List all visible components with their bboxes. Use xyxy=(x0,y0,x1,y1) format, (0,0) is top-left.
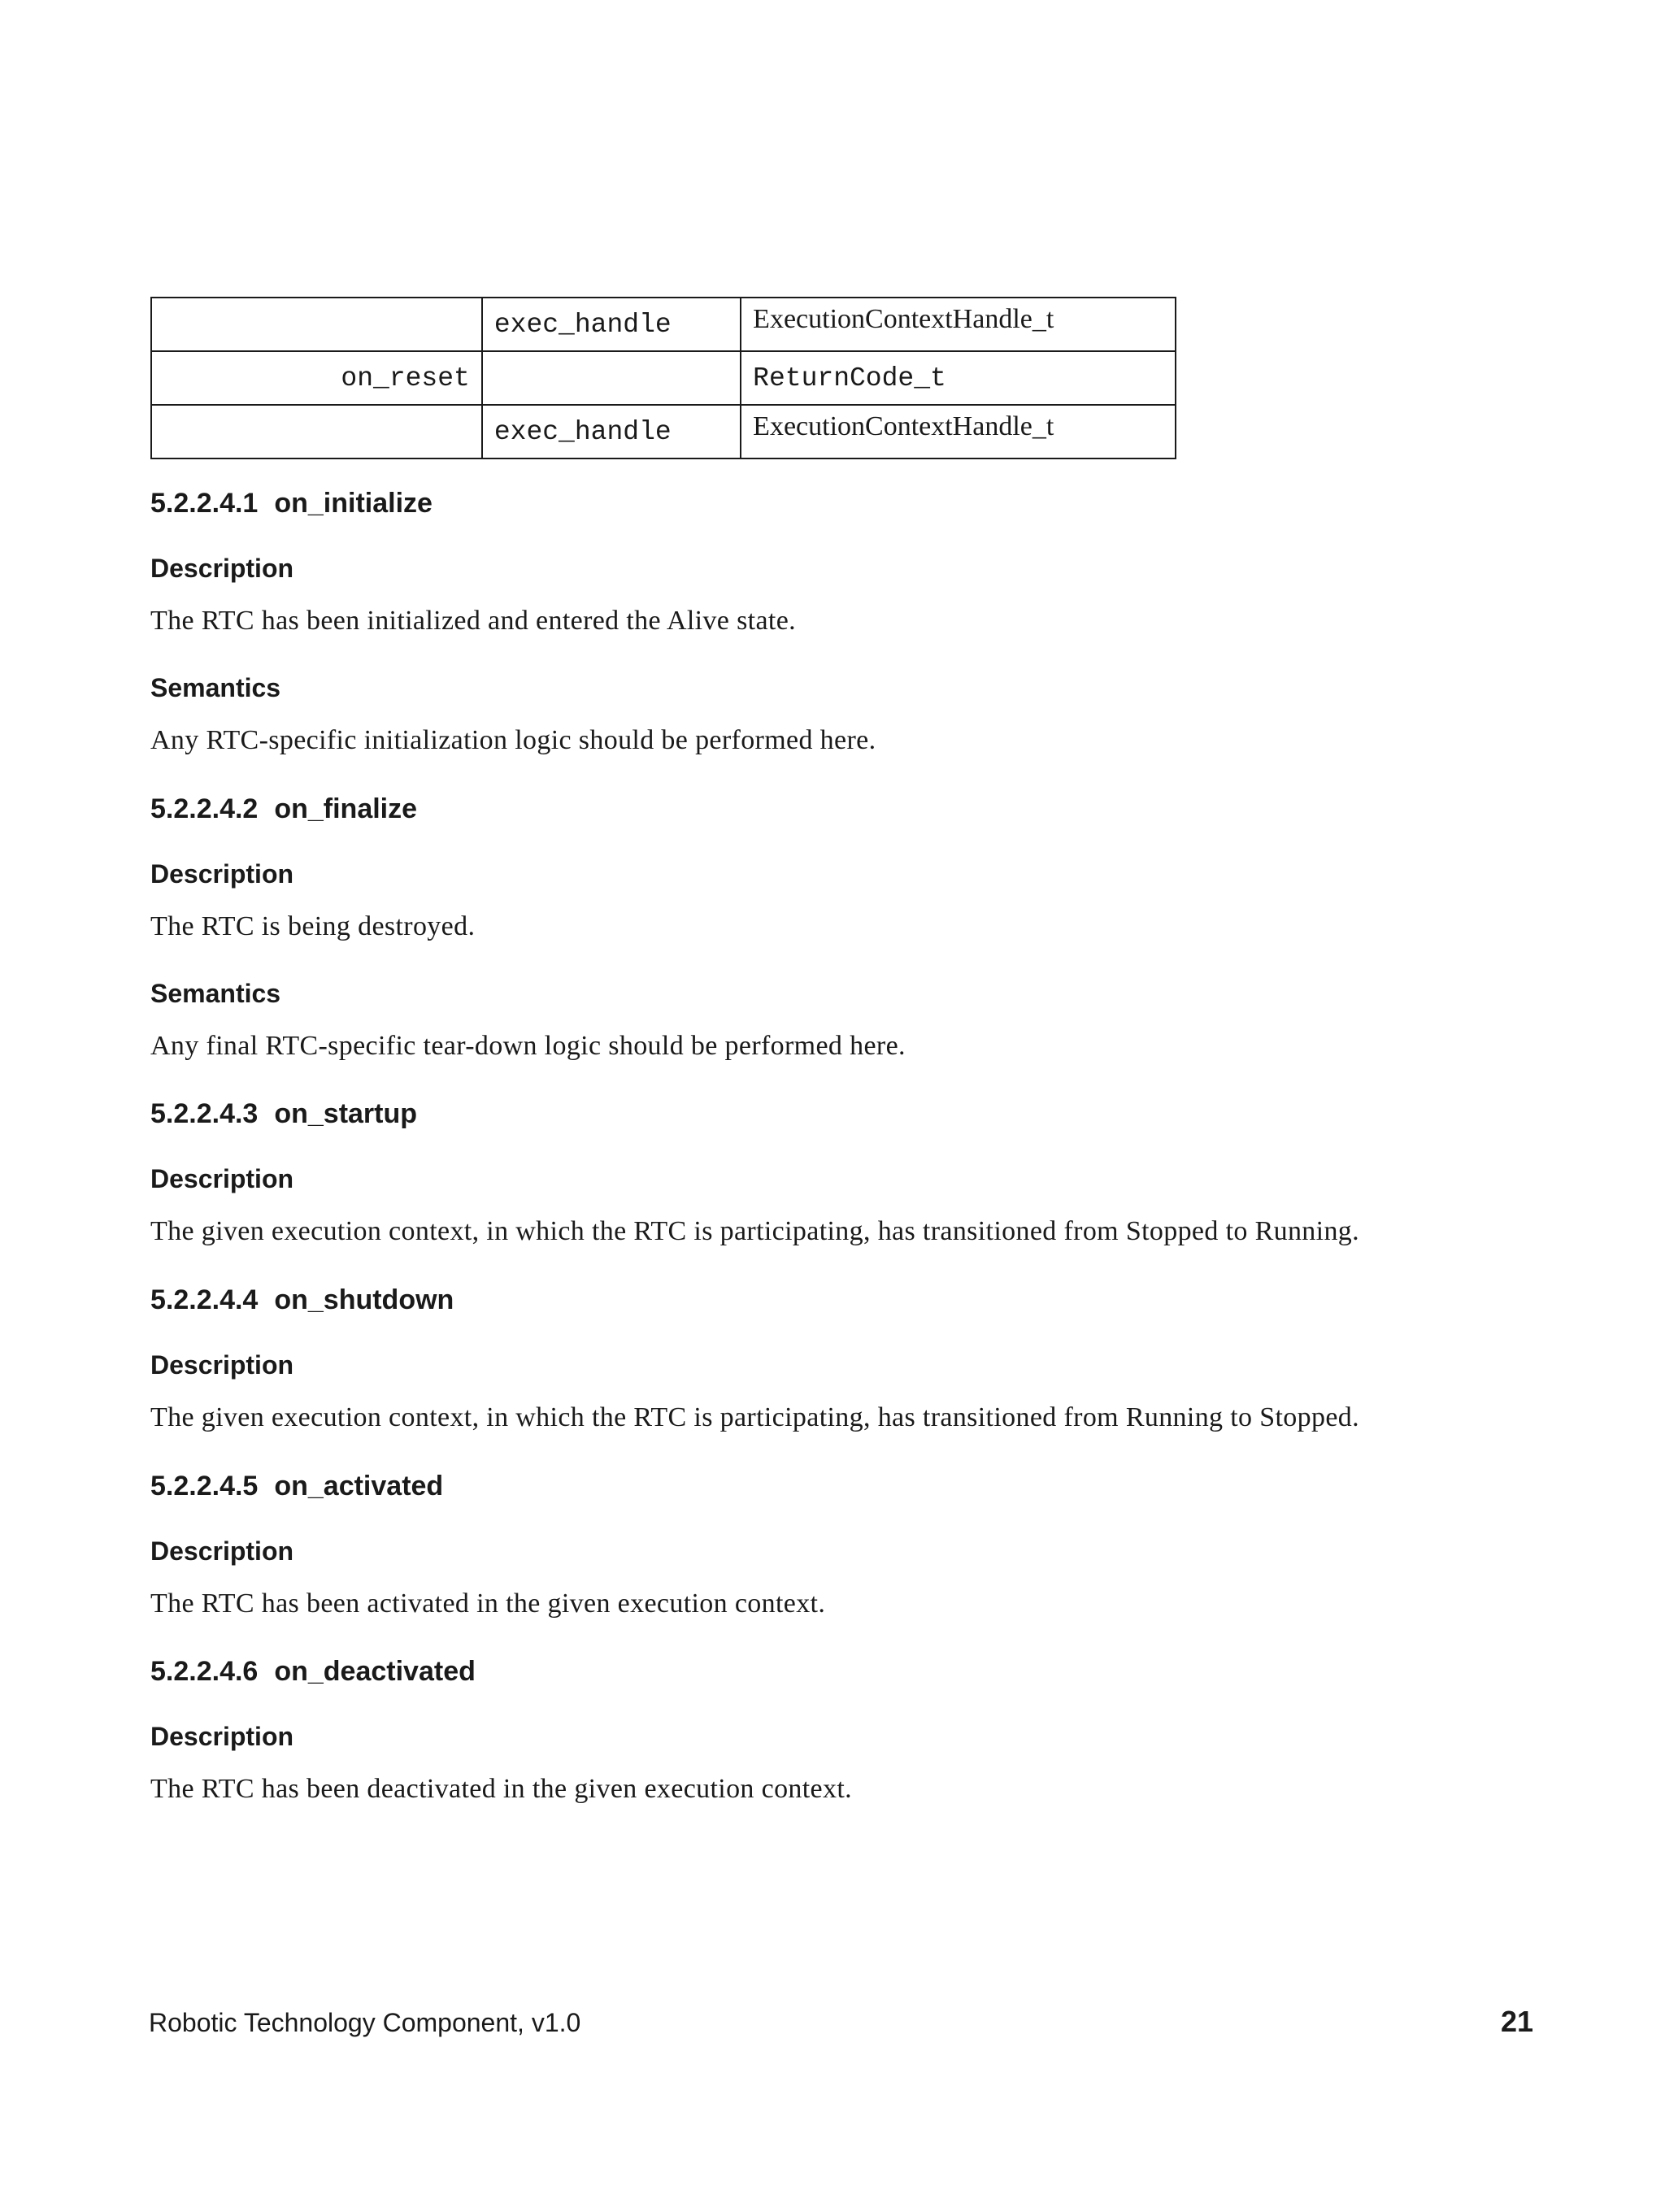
table-row xyxy=(151,351,1176,405)
section-title: on_shutdown xyxy=(274,1284,454,1315)
section-title: on_finalize xyxy=(274,793,418,824)
semantics-text: Any RTC-specific initialization logic should be performed here. xyxy=(150,725,876,755)
footer-document-title: Robotic Technology Component, v1.0 xyxy=(149,2008,581,2037)
section-heading xyxy=(150,1656,476,1688)
description-label: Description xyxy=(150,1164,294,1193)
section-number: 5.2.2.4.2 xyxy=(150,793,259,824)
section-title: on_startup xyxy=(274,1098,418,1129)
parameter-cell: exec_handle xyxy=(482,298,741,351)
description-text: The given execution context, in which the RTC is participating, has transitioned from Stopped to Running. xyxy=(150,1216,1359,1246)
section-title: on_initialize xyxy=(274,488,433,519)
operations-table xyxy=(150,297,1176,459)
section-number: 5.2.2.4.4 xyxy=(150,1284,259,1315)
semantics-label: Semantics xyxy=(150,673,281,702)
description-text: The RTC has been initialized and entered the Alive state. xyxy=(150,606,796,636)
operation-cell xyxy=(151,405,482,458)
type-cell: ReturnCode_t xyxy=(741,351,1176,405)
description-label: Description xyxy=(150,1722,294,1751)
description-label: Description xyxy=(150,859,294,889)
section-number: 5.2.2.4.6 xyxy=(150,1656,259,1687)
description-text: The RTC has been activated in the given execution context. xyxy=(150,1588,826,1619)
table-row xyxy=(151,298,1176,351)
operation-cell: on_reset xyxy=(151,351,482,405)
table-row xyxy=(151,405,1176,458)
section-title: on_activated xyxy=(274,1471,444,1501)
description-label: Description xyxy=(150,1536,294,1566)
description-text: The RTC has been deactivated in the given execution context. xyxy=(150,1774,852,1804)
description-text: The RTC is being destroyed. xyxy=(150,911,476,941)
type-cell: ExecutionContextHandle_t xyxy=(753,411,1054,441)
description-label: Description xyxy=(150,554,294,583)
section-number: 5.2.2.4.5 xyxy=(150,1471,259,1501)
section-heading xyxy=(150,488,433,519)
section-heading xyxy=(150,1098,417,1130)
section-title: on_deactivated xyxy=(274,1656,476,1687)
section-number: 5.2.2.4.1 xyxy=(150,488,259,519)
type-cell: ExecutionContextHandle_t xyxy=(753,304,1054,334)
section-heading xyxy=(150,1284,454,1316)
description-label: Description xyxy=(150,1350,294,1380)
section-heading xyxy=(150,1471,443,1502)
parameter-cell xyxy=(482,351,741,405)
description-text: The given execution context, in which the RTC is participating, has transitioned from Running to Stopped. xyxy=(150,1402,1359,1432)
operation-cell xyxy=(151,298,482,351)
semantics-label: Semantics xyxy=(150,979,281,1008)
section-number: 5.2.2.4.3 xyxy=(150,1098,259,1129)
parameter-cell: exec_handle xyxy=(482,405,741,458)
footer-page-number: 21 xyxy=(1500,2005,1533,2038)
section-heading xyxy=(150,793,417,825)
semantics-text: Any final RTC-specific tear-down logic should be performed here. xyxy=(150,1031,906,1061)
